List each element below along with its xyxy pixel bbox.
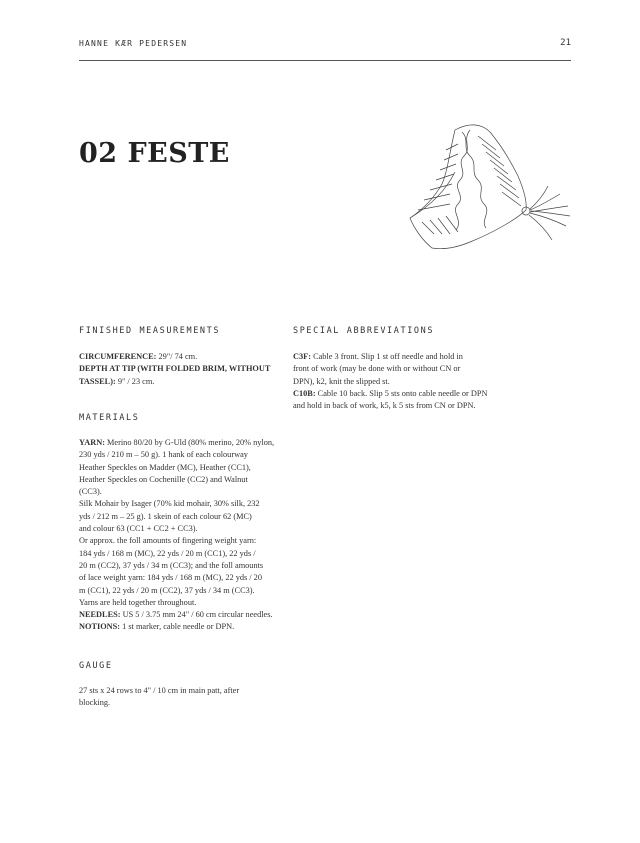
c10b-line: and hold in back of work, k5, k 5 sts from CN or DPN.	[293, 401, 476, 411]
gauge-text	[79, 685, 239, 710]
yarn-line: and colour 63 (CC1 + CC2 + CC3).	[79, 524, 198, 534]
yarn-line: yds / 212 m – 25 g). 1 skein of each colour 62 (MC)	[79, 511, 252, 521]
gauge-heading: GAUGE	[79, 661, 113, 671]
materials-heading: MATERIALS	[79, 413, 140, 423]
c3f-line: Cable 3 front. Slip 1 st off needle and hold in	[313, 352, 463, 361]
pattern-title: 02 FESTE	[79, 138, 230, 169]
yarn-line: m (CC1), 22 yds / 20 m (CC2), 37 yds / 34 m (CC3).	[79, 585, 255, 595]
yarn-line: of lace weight yarn: 184 yds / 168 m (MC), 22 yds / 20	[79, 573, 262, 583]
c3f-label: C3F:	[293, 352, 311, 361]
notions-label: NOTIONS:	[79, 622, 121, 632]
yarn-line: 20 m (CC2), 37 yds / 34 m (CC3); and the foll amounts	[79, 560, 264, 570]
needles-value: US 5 / 3.75 mm 24" / 60 cm circular needles.	[122, 610, 273, 620]
yarn-line: Yarns are held together throughout.	[79, 597, 197, 607]
gauge-line: blocking.	[79, 698, 111, 708]
circumference-value: 29"/ 74 cm.	[158, 352, 198, 361]
c3f-definition	[293, 351, 463, 388]
author-name: HANNE KÆR PEDERSEN	[79, 39, 188, 48]
needles-label: NEEDLES:	[79, 610, 121, 620]
notions-value: 1 st marker, cable needle or DPN.	[122, 622, 235, 632]
yarn-line: Heather Speckles on Cochenille (CC2) and Walnut	[79, 474, 248, 484]
yarn-line: 230 yds / 210 m – 50 g). 1 hank of each colourway	[79, 450, 248, 460]
yarn-line: Or approx. the foll amounts of fingering weight yarn:	[79, 536, 257, 546]
yarn-line: Silk Mohair by Isager (70% kid mohair, 30% silk, 232	[79, 499, 260, 509]
c10b-line: Cable 10 back. Slip 5 sts onto cable needle or DPN	[317, 389, 488, 398]
page-number: 21	[560, 38, 571, 48]
gauge-section	[79, 0, 279, 843]
yarn-line: 184 yds / 168 m (MC), 22 yds / 20 m (CC1), 22 yds /	[79, 548, 256, 558]
c3f-line: front of work (may be done with or without CN or	[293, 364, 461, 374]
yarn-line: Merino 80/20 by G-Uld (80% merino, 20% nylon,	[107, 438, 275, 447]
gauge-line: 27 sts x 24 rows to 4" / 10 cm in main patt, after	[79, 686, 240, 695]
c10b-definition	[293, 388, 488, 413]
special-abbreviations-heading: SPECIAL ABBREVIATIONS	[293, 326, 435, 336]
finished-measurements-heading: FINISHED MEASUREMENTS	[79, 326, 221, 336]
depth-label-1: DEPTH AT TIP (WITH FOLDED BRIM, WITHOUT	[79, 364, 271, 374]
yarn-line: (CC3).	[79, 487, 102, 497]
special-abbreviations-section	[293, 0, 498, 843]
circumference-label: CIRCUMFERENCE:	[79, 352, 157, 361]
depth-label-2: TASSEL):	[79, 376, 116, 386]
yarn-line: Heather Speckles on Madder (MC), Heather (CC1),	[79, 462, 251, 472]
c10b-label: C10B:	[293, 389, 316, 398]
yarn-label: YARN:	[79, 438, 105, 447]
c3f-line: DPN), k2, knit the slipped st.	[293, 376, 390, 386]
depth-value: 9" / 23 cm.	[117, 376, 155, 386]
